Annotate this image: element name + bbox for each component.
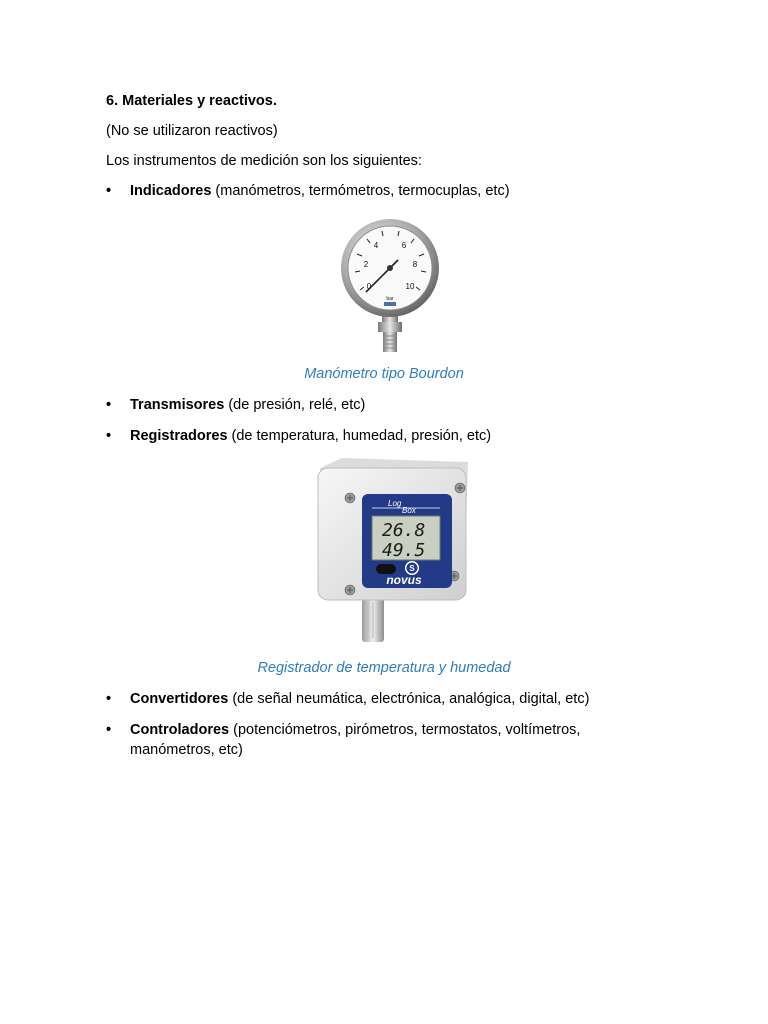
logger-badge: S: [409, 564, 415, 573]
logger-caption: Registrador de temperatura y humedad: [257, 660, 511, 676]
list-item: [106, 720, 666, 760]
gauge-scale-label: 4: [373, 241, 379, 250]
list-item: [106, 181, 666, 201]
logger-title-line-1: Log: [388, 499, 402, 508]
data-logger-image: [312, 456, 472, 646]
bullet-marker: •: [106, 722, 112, 738]
item-term: Registradores: [130, 428, 228, 444]
item-description-continued: manómetros, etc): [130, 742, 243, 758]
item-description: (manómetros, termómetros, termocuplas, etc): [211, 183, 510, 199]
bullet-marker: •: [106, 428, 112, 444]
gauge-scale-label: 0: [366, 282, 372, 291]
section-heading: 6. Materiales y reactivos.: [106, 93, 277, 109]
gauge-scale-label: 10: [405, 282, 415, 291]
gauge-scale-label: 2: [363, 260, 369, 269]
bourdon-gauge-image: [336, 212, 444, 354]
item-description: (de temperatura, humedad, presión, etc): [227, 428, 492, 444]
logger-reading-1: 26.8: [382, 520, 426, 541]
list-item: [106, 395, 666, 415]
bullet-marker: •: [106, 397, 112, 413]
intro-text: Los instrumentos de medición son los siguientes:: [106, 153, 422, 169]
logger-reading-2: 49.5: [382, 540, 426, 561]
item-term: Convertidores: [130, 691, 229, 707]
item-term: Indicadores: [130, 183, 212, 199]
item-description: (potenciómetros, pirómetros, termostatos, voltímetros,: [229, 722, 581, 738]
item-term: Transmisores: [130, 397, 225, 413]
item-description: (de señal neumática, electrónica, analógica, digital, etc): [228, 691, 590, 707]
note-text: (No se utilizaron reactivos): [106, 123, 278, 139]
logger-brand: novus: [386, 573, 422, 587]
gauge-unit-label: bar: [386, 296, 394, 302]
gauge-scale-label: 8: [412, 260, 418, 269]
bullet-marker: •: [106, 691, 112, 707]
gauge-scale-label: 6: [401, 241, 407, 250]
item-description: (de presión, relé, etc): [224, 397, 366, 413]
bullet-marker: •: [106, 183, 112, 199]
list-item: [106, 689, 666, 709]
gauge-caption: Manómetro tipo Bourdon: [304, 366, 464, 382]
item-term: Controladores: [130, 722, 230, 738]
logger-title-line-2: Box: [402, 506, 416, 515]
list-item: [106, 426, 666, 446]
